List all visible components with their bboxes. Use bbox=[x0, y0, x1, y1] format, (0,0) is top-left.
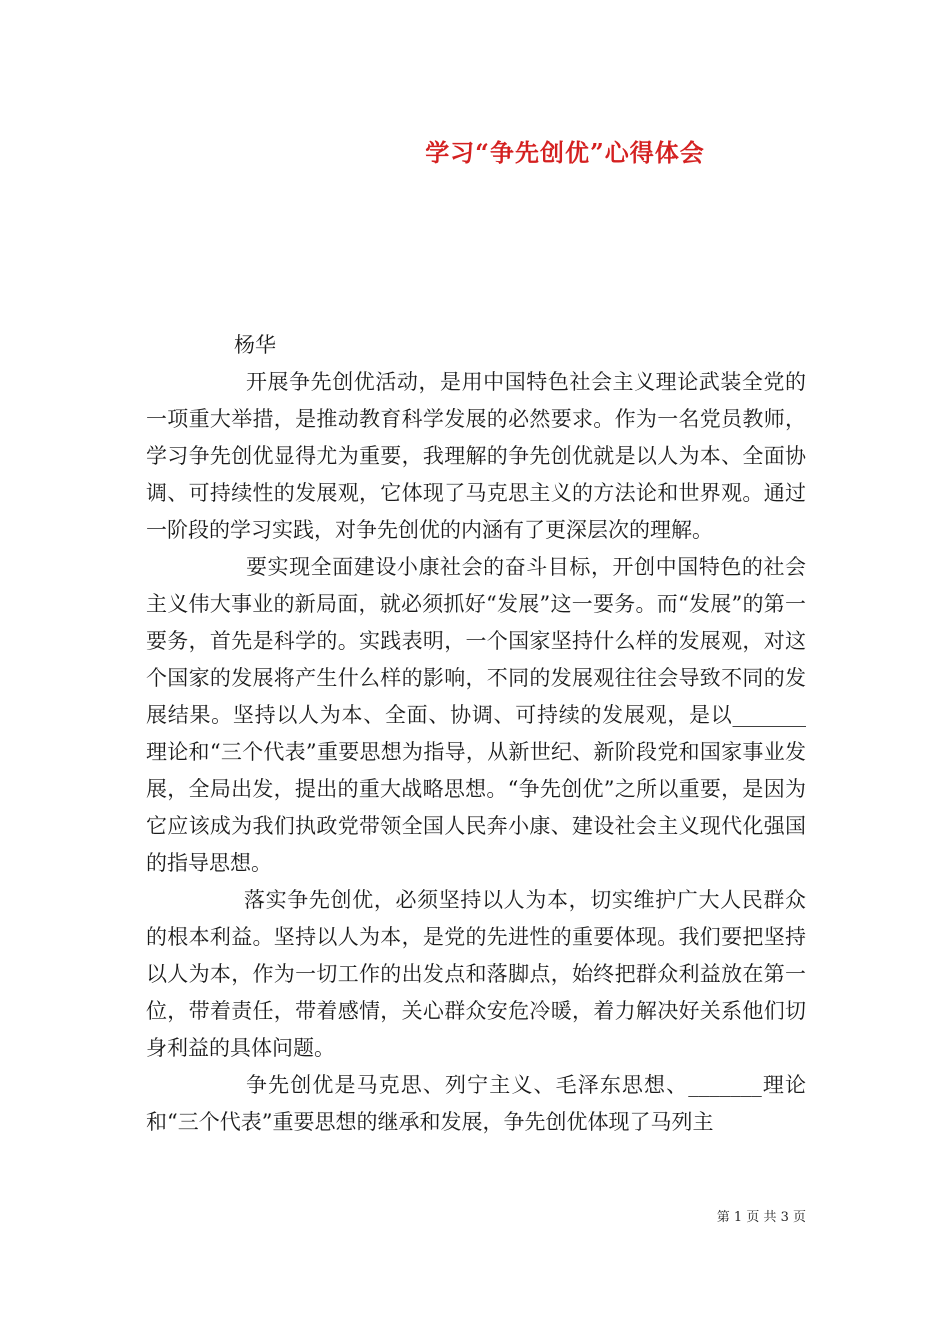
paragraph-1: 开展争先创优活动，是用中国特色社会主义理论武装全党的一项重大举措，是推动教育科学发展的必然要求。作为一名党员教师，学习争先创优显得尤为重要，我理解的争先创优就是以人为本、全面协调、可持续性的发展观，它体现了马克思主义的方法论和世界观。通过一阶段的学习实践，对争先创优的内涵有了更深层次的理解。 bbox=[146, 370, 806, 542]
paragraph-2: 要实现全面建设小康社会的奋斗目标，开创中国特色的社会主义伟大事业的新局面，就必须抓好“发展”这一要务。而“发展”的第一要务，首先是科学的。实践表明，一个国家坚持什么样的发展观，对这个国家的发展将产生什么样的影响，不同的发展观往往会导致不同的发展结果。坚持以人为本、全面、协调、可持续的发展观，是以_______理论和“三个代表”重要思想为指导，从新世纪、新阶段党和国家事业发展，全局出发，提出的重大战略思想。“争先创优”之所以重要，是因为它应该成为我们执政党带领全国人民奔小康、建设社会主义现代化强国的指导思想。 bbox=[146, 555, 806, 875]
paragraph-4: 争先创优是马克思、列宁主义、毛泽东思想、_______理论和“三个代表”重要思想的继承和发展，争先创优体现了马列主 bbox=[146, 1073, 806, 1134]
paragraph-3: 落实争先创优，必须坚持以人为本，切实维护广大人民群众的根本利益。坚持以人为本，是党的先进性的重要体现。我们要把坚持以人为本，作为一切工作的出发点和落脚点，始终把群众利益放在第一位，带着责任，带着感情，关心群众安危冷暖，着力解决好关系他们切身利益的具体问题。 bbox=[146, 888, 806, 1060]
document-title: 学习“争先创优”心得体会 bbox=[425, 138, 705, 167]
author-name: 杨华 bbox=[234, 333, 276, 357]
document-body bbox=[146, 327, 806, 1141]
page-number-footer: 第 1 页 共 3 页 bbox=[716, 1210, 806, 1225]
